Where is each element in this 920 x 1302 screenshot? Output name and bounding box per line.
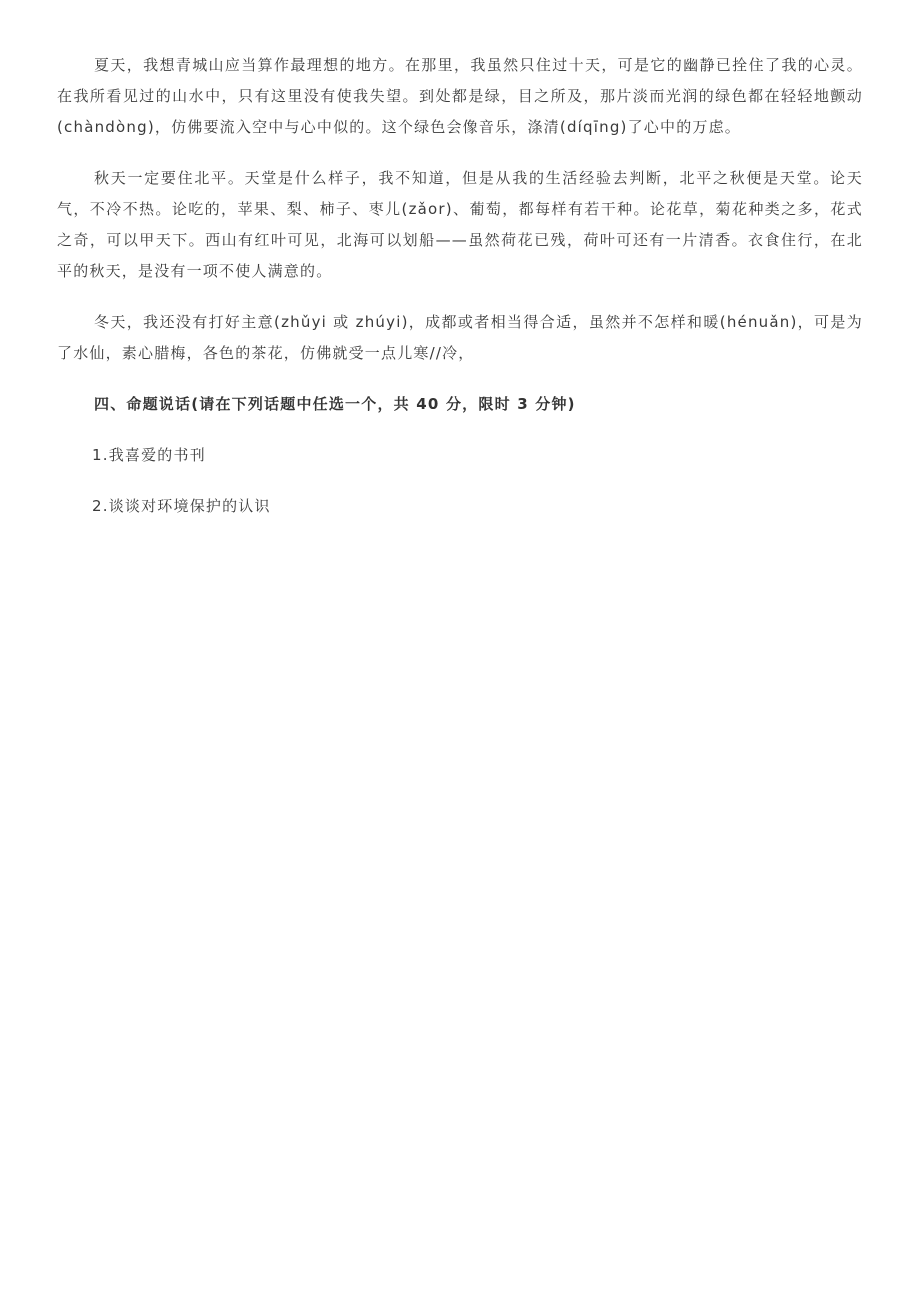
paragraph-summer: 夏天，我想青城山应当算作最理想的地方。在那里，我虽然只住过十天，可是它的幽静已拴住了我的心灵。在我所看见过的山水中，只有这里没有使我失望。到处都是绿，目之所及，那片淡而光润的绿色都在轻轻地颤动(chàndòng)，仿佛要流入空中与心中似的。这个绿色会像音乐，涤清(díqīng)了心中的万虑。 [57,56,863,136]
topic-item-1: 1.我喜爱的书刊 [92,446,206,464]
paragraph-winter: 冬天，我还没有打好主意(zhǔyi 或 zhúyi)，成都或者相当得合适，虽然并不怎样和暖(hénuǎn)，可是为了水仙，素心腊梅，各色的茶花，仿佛就受一点儿寒//冷， [57,313,863,362]
topic-item-2: 2.谈谈对环境保护的认识 [92,497,271,515]
document-body [57,50,863,542]
section-heading: 四、命题说话(请在下列话题中任选一个，共 40 分，限时 3 分钟) [94,395,576,413]
paragraph-autumn: 秋天一定要住北平。天堂是什么样子，我不知道，但是从我的生活经验去判断，北平之秋便是天堂。论天气，不冷不热。论吃的，苹果、梨、柿子、枣儿(zǎor)、葡萄，都每样有若干种。论花草，菊花种类之多，花式之奇，可以甲天下。西山有红叶可见，北海可以划船——虽然荷花已残，荷叶可还有一片清香。衣食住行，在北平的秋天，是没有一项不使人满意的。 [57,169,863,280]
